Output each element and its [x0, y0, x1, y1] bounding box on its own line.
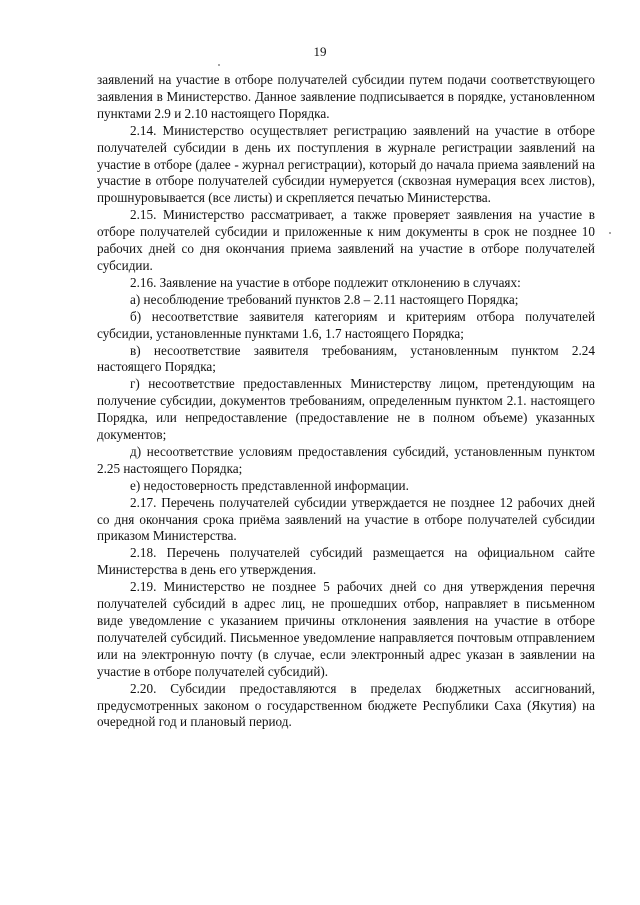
- paragraph-2-15: 2.15. Министерство рассматривает, а также проверяет заявления на участие в отборе получателей субсидии и приложенные к ним документы в срок не позднее 10 рабочих дней со дня окончания приема заявлений на участие в отборе получателей субсидии.: [97, 207, 595, 273]
- scan-speck: [218, 64, 220, 66]
- document-body: [97, 72, 595, 731]
- paragraph-2-19: 2.19. Министерство не позднее 5 рабочих дней со дня утверждения перечня получателей субсидий в адрес лиц, не прошедших отбор, направляет в письменном виде уведомление с указанием причины отклонения заявления на участие в отборе получателей субсидий. Письменное уведомление направляется почтовым отправлением или на электронную почту (в случае, если электронный адрес указан в заявлении на участие в отборе получателей субсидий).: [97, 579, 595, 679]
- paragraph-2-16-g: г) несоответствие предоставленных Министерству лицом, претендующим на получение субсидии, документов требованиям, определенным пунктом 2.1. настоящего Порядка, или непредоставление (предоставление не в полном объеме) указанных документов;: [97, 376, 595, 443]
- paragraph-2-16-d: д) несоответствие условиям предоставления субсидий, установленным пунктом 2.25 настоящего Порядка;: [97, 443, 595, 476]
- paragraph-continuation: заявлений на участие в отборе получателей субсидии путем подачи соответствующего заявления в Министерство. Данное заявление подписывается в порядке, установленном пунктами 2.9 и 2.10 настоящего Порядка.: [97, 72, 595, 121]
- paragraph-2-16-v: в) несоответствие заявителя требованиям, установленным пунктом 2.24 настоящего Порядка;: [97, 342, 595, 375]
- paragraph-2-18: 2.18. Перечень получателей субсидий размещается на официальном сайте Министерства в день его утверждения.: [97, 545, 595, 578]
- paragraph-2-16: 2.16. Заявление на участие в отборе подлежит отклонению в случаях:: [130, 274, 521, 290]
- paragraph-2-16-a: а) несоблюдение требований пунктов 2.8 – 2.11 настоящего Порядка;: [130, 291, 519, 307]
- paragraph-2-16-b: б) несоответствие заявителя категориям и критериям отбора получателей субсидии, установленные пунктами 1.6, 1.7 настоящего Порядка;: [97, 308, 595, 341]
- paragraph-2-16-e: е) недостоверность представленной информации.: [130, 477, 409, 493]
- paragraph-2-20: 2.20. Субсидии предоставляются в пределах бюджетных ассигнований, предусмотренных законом о государственном бюджете Республики Саха (Якутия) на очередной год и плановый период.: [97, 680, 595, 730]
- page-number: 19: [313, 44, 327, 59]
- paragraph-2-17: 2.17. Перечень получателей субсидии утверждается не позднее 12 рабочих дней со дня окончания срока приёма заявлений на участие в отборе получателей субсидии приказом Министерства.: [97, 494, 595, 544]
- paragraph-2-14: 2.14. Министерство осуществляет регистрацию заявлений на участие в отборе получателей субсидии в день их поступления в журнале регистрации заявлений на участие в отборе (далее - журнал регистрации), который до начала приема заявлений на участие в отборе получателей субсидии нумеруется (сквозная нумерация всех листов), прошнуровывается (все листы) и скрепляется печатью Министерства.: [97, 122, 595, 206]
- scan-speck: [609, 232, 611, 234]
